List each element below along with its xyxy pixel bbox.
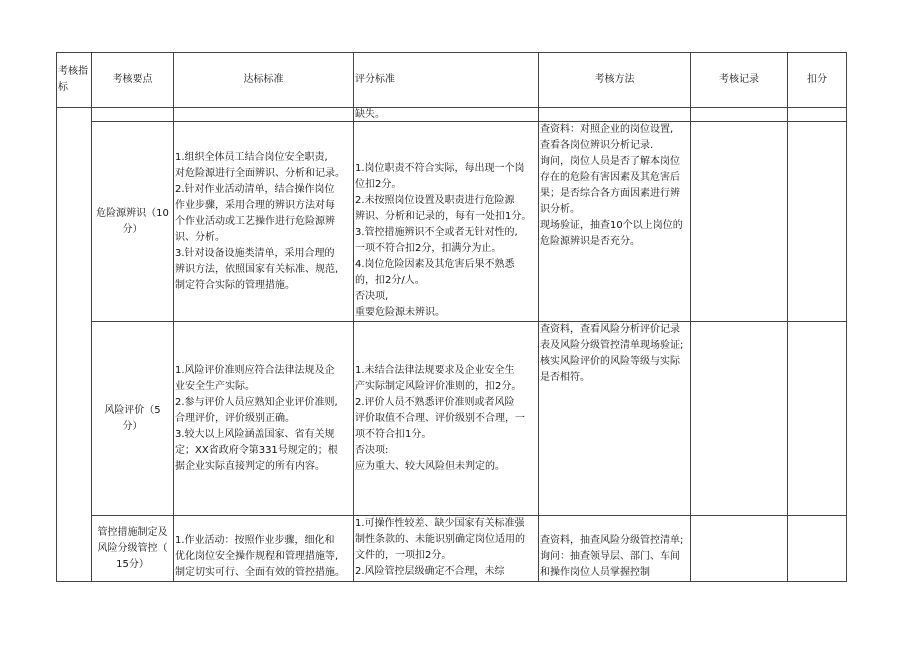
scoring-line: 2.风险管控层级确定不合理，未综 [355,566,505,577]
method-line: 询问，岗位人员是否了解本岗位 [540,156,680,167]
key-point-line: 分） [122,420,143,432]
continued-scoring: 缺失。 [354,108,539,122]
standard-line: 制定切实可行、全面有效的管控措施。 [175,567,345,578]
method-line: 询问：抽查领导层、部门、车间 [540,551,680,562]
standard-line: 个作业活动或工艺操作进行危险源辨 [175,215,335,227]
scoring-line: 文件的，一项扣2分。 [355,550,452,561]
method-line: 查资料，查看风险分析评价记录 [540,324,680,335]
header-key-points: 考核要点 [92,53,174,108]
scoring-line: 评价取值不合理、评价级别不合理，一 [355,412,525,424]
method-line: 是否相符。 [540,372,590,383]
header-deduct: 扣分 [788,53,847,108]
row-deduct [788,322,847,516]
scoring-line: 制性条款的、未能识别确定岗位适用的 [355,534,525,545]
method-line: 表及风险分级管控清单现场验证; [540,340,684,351]
standard-line: 3.较大以上风险涵盖国家、省有关规 [175,428,335,440]
method-line: 果；是否综合各方面因素进行辨 [540,188,680,199]
standard-line: 制定符合实际的管理措施。 [175,279,295,291]
table-row [57,122,847,322]
method-line: 查资料：对照企业的岗位设置, [540,124,674,135]
header-record: 考核记录 [691,53,788,108]
scoring-line: 否决项: [355,444,389,456]
row-scoring [354,122,539,322]
header-indicator: 考核指标 [57,53,92,108]
standard-line: 合理评价，评价级别正确。 [175,412,295,424]
header-method: 考核方法 [539,53,691,108]
scoring-line: 2.评价人员不熟悉评价准则或者风险 [355,396,515,408]
standard-line: 识、分析。 [175,231,225,243]
indicator-cell [57,108,92,582]
standard-line: 1.作业活动：按照作业步骤，细化和 [175,535,335,546]
method-line: 查看各岗位辨识分析记录. [540,140,654,151]
row-method [539,122,691,322]
method-line: 现场验证，抽查10个以上岗位的 [540,220,683,231]
standard-line: 1.组织全体员工结合岗位安全职责, [175,151,328,163]
standard-line: 业安全生产实际。 [175,380,255,392]
row-standard [174,516,354,582]
row-standard [174,322,354,516]
key-point-line: 危险源辨识（10 [96,207,169,219]
scoring-line: 重要危险源未辨识。 [355,307,445,318]
continued-row [57,108,847,122]
standard-line: 定；XX省政府令第331号规定的；根 [175,444,338,456]
scoring-line: 4.岗位危险因素及其危害后果不熟悉 [355,259,515,270]
row-standard [174,122,354,322]
scoring-line: 一项不符合扣2分，扣满分为止。 [355,243,502,254]
key-point-line: 管控措施制定及 [97,526,168,538]
key-point-line: 15分） [116,558,149,570]
row-key-point [92,516,174,582]
row-method [539,516,691,582]
header-scoring: 评分标准 [354,53,539,108]
standard-line: 作业步骤，采用合理的辨识方法对每 [175,199,335,211]
header-row [57,53,847,108]
scoring-line: 3.管控措施辨识不全或者无针对性的, [355,227,518,238]
scoring-line: 项不符合扣1分。 [355,428,432,440]
table-row [57,516,847,582]
method-line: 和操作岗位人员掌握控制 [540,567,650,578]
standard-line: 辨识方法，依照国家有关标准、规范, [175,263,339,275]
key-point-line: 风险评价（5 [104,404,161,416]
scoring-line: 1.未结合法律法规要求及企业安全生 [355,364,515,376]
method-line: 危险源辨识是否充分。 [540,236,640,247]
row-method [539,322,691,516]
row-deduct [788,122,847,322]
method-line: 识分析。 [540,204,580,215]
scoring-line: 否决项, [355,291,389,302]
scoring-line: 2.未按照岗位设置及职责进行危险源 [355,195,515,206]
scoring-line: 位扣2分。 [355,179,402,190]
method-line: 核实风险评价的风险等级与实际 [540,356,680,367]
row-scoring [354,516,539,582]
row-deduct [788,516,847,582]
standard-line: 1.风险评价准则应符合法律法规及企 [175,364,335,376]
assessment-sheet [56,52,847,582]
standard-line: 2.针对作业活动清单，结合操作岗位 [175,183,335,195]
key-point-line: 风险分级管控（ [97,542,168,554]
standard-line: 2.参与评价人员应熟知企业评价准则, [175,396,338,408]
scoring-line: 应为重大、较大风险但未判定的。 [355,460,505,472]
key-point-line: 分） [122,223,143,235]
row-record [691,122,788,322]
scoring-line: 1.可操作性较差、缺少国家有关标准强 [355,518,525,529]
table-row [57,322,847,516]
scoring-line: 产实际制定风险评价准则的，扣2分。 [355,380,522,392]
header-standard: 达标标准 [174,53,354,108]
row-key-point [92,322,174,516]
scoring-line: 的，扣2分/人。 [355,275,425,286]
standard-line: 对危险源进行全面辨识、分析和记录。 [175,167,345,179]
row-key-point [92,122,174,322]
standard-line: 据企业实际直接判定的所有内容。 [175,460,325,472]
standard-line: 3.针对设备设施类清单，采用合理的 [175,247,335,259]
row-record [691,516,788,582]
method-line: 查资料，抽查风险分级管控清单; [540,535,684,546]
row-record [691,322,788,516]
scoring-line: 1.岗位职责不符合实际，每出现一个岗 [355,163,525,174]
row-scoring [354,322,539,516]
standard-line: 优化岗位安全操作规程和管理措施等, [175,551,339,562]
method-line: 存在的危险有害因素及其危害后 [540,172,680,183]
scoring-line: 辨识、分析和记录的，每有一处扣1分。 [355,211,532,222]
assessment-table [56,52,847,582]
